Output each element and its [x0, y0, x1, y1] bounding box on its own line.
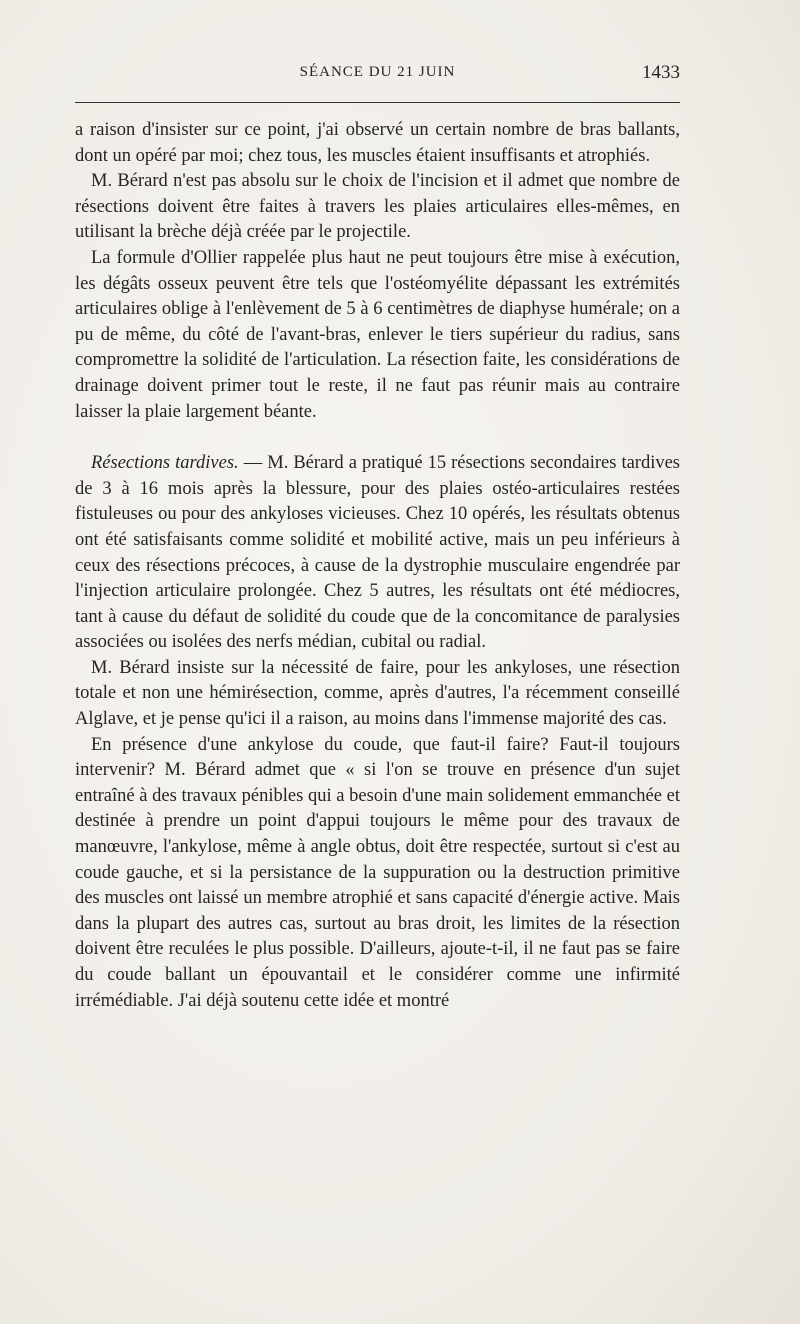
section-text: — M. Bérard a pratiqué 15 résections secondaires tardives de 3 à 16 mois après la blessure, pour des plaies ostéo-articulaires restées fistuleuses ou pour des ankyloses vicieuses. Chez 10 opérés, les résultats obtenus ont été satisfaisants comme solidité et mobilité active, mais un peu inférieurs à ceux des résections précoces, à cause de la dystrophie musculaire engendrée par l'injection articulaire prolongée. Chez 5 autres, les résultats ont été médiocres, tant à cause du défaut de solidité du coude que de la concomitance de paralysies associées ou isolées des nerfs médian, cubital ou radial. [75, 453, 681, 653]
paragraph-ankylosis-coude: En présence d'une ankylose du coude, que faut-il faire? Faut-il toujours intervenir? M. Bérard admet que « si l'on se trouve en présence d'un sujet entraîné à des travaux pénibles qui a besoin d'une main solidement emmanchée et destinée à prendre un point d'appui toujours le même pour des travaux de manœuvre, l'ankylose, même à angle obtus, doit être respectée, surtout si c'est au coude gauche, et si la persistance de la suppuration ou la destruction primitive des muscles ont laissé un membre atrophié et sans capacité d'énergie active. Mais dans la plupart des autres cas, surtout au bras droit, les limites de la résection doivent être reculées le plus possible. D'ailleurs, ajoute-t-il, il ne faut pas se faire du coude ballant un épouvantail et le considérer comme une infirmité irrémédiable. J'ai déjà soutenu cette idée et montré [75, 734, 680, 1011]
page-header [75, 64, 680, 88]
paragraph-incision: M. Bérard n'est pas absolu sur le choix de l'incision et il admet que nombre de résections doivent être faites à travers les plaies articulaires elles-mêmes, en utilisant la brèche déjà créée par le projectile. [75, 171, 680, 243]
paragraph-ankyloses: M. Bérard insiste sur la nécessité de faire, pour les ankyloses, une résection totale et non une hémirésection, comme, après d'autres, l'a récemment conseillé Alglave, et je pense qu'ici il a raison, au moins dans l'immense majorité des cas. [75, 657, 680, 730]
body-text [75, 118, 680, 1014]
section-heading: Résections tardives. [91, 453, 239, 474]
paragraph-ollier: La formule d'Ollier rappelée plus haut ne peut toujours être mise à exécution, les dégâts osseux peuvent être tels que l'ostéomyélite dépassant les extrémités articulaires oblige à l'enlèvement de 5 à 6 centimètres de diaphyse humérale; on a pu de même, du côté de l'avant-bras, enlever le tiers supérieur du radius, sans compromettre la solidité de l'articulation. La résection faite, les considérations de drainage doivent primer tout le reste, il ne faut pas réunir mais au contraire laisser la plaie largement béante. [75, 247, 680, 422]
paragraph-continuation: a raison d'insister sur ce point, j'ai observé un certain nombre de bras ballants, dont un opéré par moi; chez tous, les muscles étaient insuffisants et atrophiés. [75, 120, 680, 166]
paragraph-late-resections [75, 451, 680, 656]
running-title: SÉANCE DU 21 JUIN [299, 64, 456, 80]
header-rule [75, 102, 680, 103]
page-number: 1433 [642, 62, 680, 83]
